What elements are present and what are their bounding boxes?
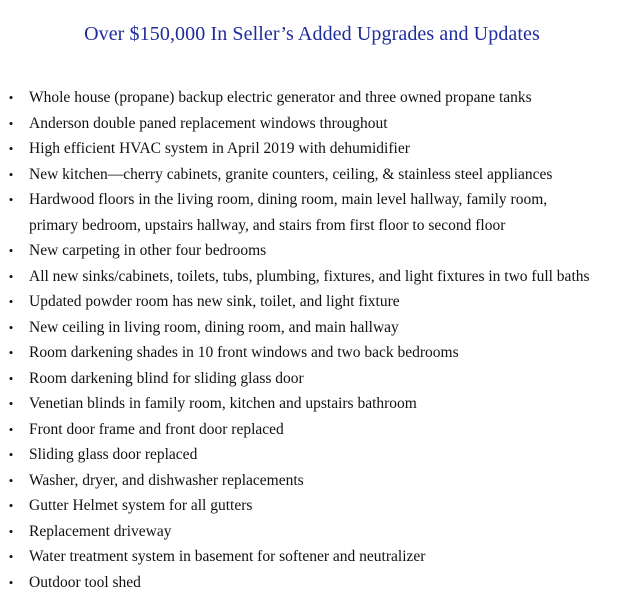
list-item — [0, 187, 593, 238]
bullet-icon: • — [8, 345, 14, 360]
bullet-icon: • — [8, 268, 14, 284]
list-item-text: High efficient HVAC system in April 2019 with dehumidifier — [29, 140, 410, 157]
bullet-icon: • — [8, 421, 14, 437]
list-item — [0, 136, 624, 162]
list-item-text: New carpeting in other four bedrooms — [29, 242, 267, 259]
list-item-text: Updated powder room has new sink, toilet, and light fixture — [29, 293, 400, 310]
bullet-icon: • — [8, 243, 14, 258]
list-item — [0, 85, 624, 111]
list-item-text: Front door frame and front door replaced — [29, 420, 284, 438]
list-item-text: Washer, dryer, and dishwasher replacements — [29, 471, 304, 489]
list-item-text: Room darkening shades in 10 front windows and two back bedrooms — [29, 344, 459, 361]
list-item — [0, 391, 624, 417]
list-item — [0, 238, 624, 264]
list-item-text: Gutter Helmet system for all gutters — [29, 497, 253, 514]
list-item-text: New ceiling in living room, dining room, and main hallway — [29, 318, 399, 336]
bullet-icon: • — [8, 319, 14, 335]
list-item-text: Outdoor tool shed — [29, 573, 141, 591]
list-item — [0, 570, 624, 596]
bullet-icon: • — [8, 447, 14, 462]
list-item-text: Whole house (propane) backup electric generator and three owned propane tanks — [29, 89, 532, 106]
bullet-icon: • — [8, 294, 14, 309]
list-item — [0, 340, 624, 366]
bullet-icon: • — [8, 166, 14, 182]
bullet-icon: • — [8, 192, 14, 207]
list-item — [0, 493, 624, 519]
bullet-icon: • — [8, 549, 14, 564]
list-item-text: Anderson double paned replacement windows throughout — [29, 114, 388, 132]
bullet-icon: • — [8, 90, 14, 105]
bullet-icon: • — [8, 472, 14, 488]
list-item — [0, 417, 624, 443]
upgrade-list — [0, 85, 624, 595]
list-item-text: New kitchen—cherry cabinets, granite counters, ceiling, & stainless steel appliances — [29, 165, 553, 183]
list-item — [0, 468, 624, 494]
list-item — [0, 315, 624, 341]
bullet-icon: • — [8, 141, 14, 156]
list-item — [0, 366, 624, 392]
list-item-text: Replacement driveway — [29, 522, 172, 540]
list-item — [0, 111, 624, 137]
bullet-icon: • — [8, 523, 14, 539]
list-item — [0, 519, 624, 545]
bullet-icon: • — [8, 498, 14, 513]
list-item-text: Venetian blinds in family room, kitchen and upstairs bathroom — [29, 395, 417, 412]
list-item — [0, 442, 624, 468]
list-item-text: Room darkening blind for sliding glass door — [29, 369, 304, 387]
list-item — [0, 264, 624, 290]
bullet-icon: • — [8, 574, 14, 590]
page-title: Over $150,000 In Seller’s Added Upgrades and Updates — [84, 23, 540, 45]
list-item-text: All new sinks/cabinets, toilets, tubs, plumbing, fixtures, and light fixtures in two full baths — [29, 267, 590, 285]
list-item-text: Water treatment system in basement for softener and neutralizer — [29, 548, 426, 565]
list-item — [0, 162, 624, 188]
list-item — [0, 289, 624, 315]
list-item-text: Sliding glass door replaced — [29, 446, 198, 463]
list-item — [0, 544, 624, 570]
bullet-icon: • — [8, 370, 14, 386]
list-item-text: Hardwood floors in the living room, dining room, main level hallway, family room, primary bedroom, upstairs hallway, and stairs from first floor to second floor — [29, 191, 548, 234]
bullet-icon: • — [8, 396, 14, 411]
bullet-icon: • — [8, 115, 14, 131]
